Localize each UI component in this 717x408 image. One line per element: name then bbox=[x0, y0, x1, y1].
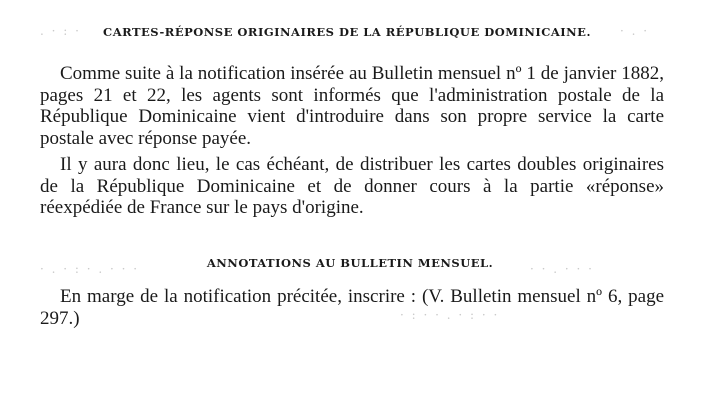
notification-paragraph: Comme suite à la notification insérée au Bulletin mensuel nº 1 de janvier 1882, pages 21 et 22, les agents sont informés que l'administration postale de la République Dominicaine vient d'introduire dans son propre service la carte postale avec réponse payée. bbox=[40, 63, 664, 149]
show-through-mark: · . · : · . · · · bbox=[40, 262, 140, 276]
annotation-paragraph: En marge de la notification précitée, inscrire : (V. Bulletin mensuel nº 6, page 297.) bbox=[40, 286, 664, 329]
distribution-paragraph: Il y aura donc lieu, le cas échéant, de distribuer les cartes doubles originaires de la République Dominicaine et de donner cours à la partie «réponse» réexpédiée de France sur le pays d'origine. bbox=[40, 154, 664, 218]
section-heading-cartes-reponse: CARTES-RÉPONSE ORIGINAIRES DE LA RÉPUBLIQUE DOMINICAINE. bbox=[103, 25, 591, 39]
section-heading-annotations: ANNOTATIONS AU BULLETIN MENSUEL. bbox=[206, 256, 494, 270]
show-through-mark: · . · bbox=[620, 24, 650, 38]
show-through-mark: . · : · bbox=[40, 24, 81, 38]
show-through-mark: · · . · · · bbox=[530, 262, 594, 276]
show-through-mark: · : · · . · : · · bbox=[400, 308, 500, 322]
